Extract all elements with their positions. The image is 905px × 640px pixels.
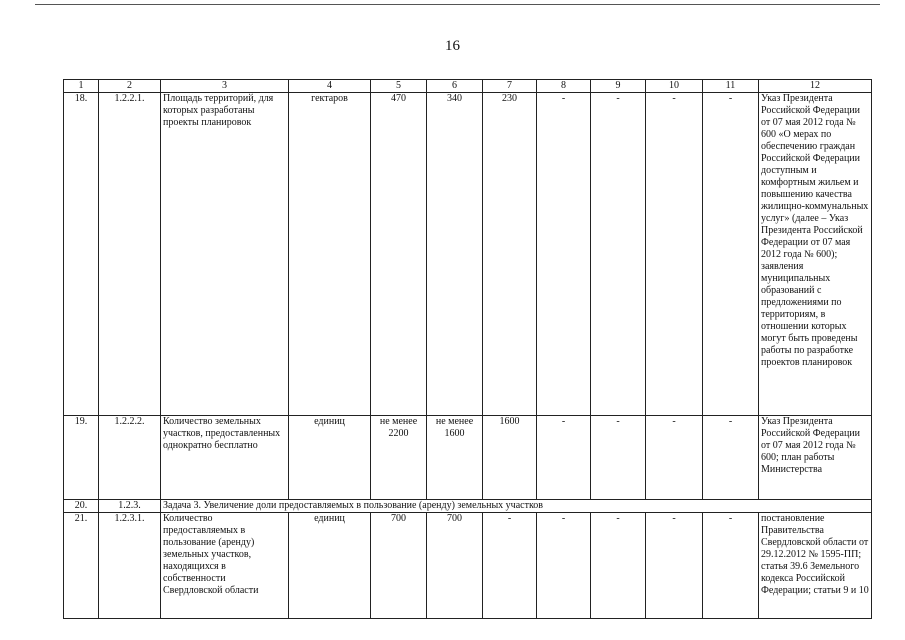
indicator-name: Количество земельных участков, предоставленных однократно бесплатно (161, 416, 289, 500)
column-number: 3 (161, 80, 289, 93)
column-number-header-row (64, 80, 872, 93)
source-document: Указ Президента Российской Федерации от 07 мая 2012 года № 600 «О мерах по обеспечению граждан Российской Федерации доступным и комфортным жильем и повышению качества жилищно-коммунальных услуг» (далее – Указ Президента Российской Федерации от 07 мая 2012 года № 600); заявления муниципальных образований с предложениями по территориям, в отношении которых могут быть проведены работы по разработке проектов планировок (759, 93, 872, 416)
column-number: 5 (371, 80, 427, 93)
indicator-code: 1.2.3.1. (99, 513, 161, 619)
source-document: Указ Президента Российской Федерации от 07 мая 2012 года № 600; план работы Министерства (759, 416, 872, 500)
indicator-code: 1.2.2.2. (99, 416, 161, 500)
value-col7: 1600 (483, 416, 537, 500)
column-number: 2 (99, 80, 161, 93)
table-row (64, 93, 872, 416)
column-number: 4 (289, 80, 371, 93)
page-number: 16 (445, 38, 460, 54)
unit: гектаров (289, 93, 371, 416)
column-number: 12 (759, 80, 872, 93)
value-col9: - (591, 416, 646, 500)
value-col8: - (537, 416, 591, 500)
value-col10: - (646, 93, 703, 416)
value-col9: - (591, 93, 646, 416)
column-number: 6 (427, 80, 483, 93)
value-col5: 700 (371, 513, 427, 619)
row-number: 20. (64, 500, 99, 513)
table-row (64, 513, 872, 619)
value-col11: - (703, 416, 759, 500)
task-row (64, 500, 872, 513)
value-col11: - (703, 513, 759, 619)
value-col9: - (591, 513, 646, 619)
value-col8: - (537, 93, 591, 416)
row-number: 21. (64, 513, 99, 619)
value-col10: - (646, 513, 703, 619)
value-col10: - (646, 416, 703, 500)
column-number: 11 (703, 80, 759, 93)
column-number: 7 (483, 80, 537, 93)
column-number: 1 (64, 80, 99, 93)
column-number: 9 (591, 80, 646, 93)
value-col6: не менее 1600 (427, 416, 483, 500)
unit: единиц (289, 416, 371, 500)
column-number: 10 (646, 80, 703, 93)
value-col11: - (703, 93, 759, 416)
value-col6: 340 (427, 93, 483, 416)
row-number: 18. (64, 93, 99, 416)
table-row (64, 416, 872, 500)
task-code: 1.2.3. (99, 500, 161, 513)
source-document: постановление Правительства Свердловской области от 29.12.2012 № 1595-ПП; статья 39.6 Земельного кодекса Российской Федерации; статьи 9 и 10 (759, 513, 872, 619)
value-col7: 230 (483, 93, 537, 416)
value-col7: - (483, 513, 537, 619)
indicator-code: 1.2.2.1. (99, 93, 161, 416)
indicator-name: Площадь территорий, для которых разработаны проекты планировок (161, 93, 289, 416)
task-title: Задача 3. Увеличение доли предоставляемых в пользование (аренду) земельных участков (161, 500, 872, 513)
row-number: 19. (64, 416, 99, 500)
value-col5: 470 (371, 93, 427, 416)
value-col8: - (537, 513, 591, 619)
value-col6: 700 (427, 513, 483, 619)
indicator-name: Количество предоставляемых в пользование (аренду) земельных участков, находящихся в собственности Свердловской области (161, 513, 289, 619)
column-number: 8 (537, 80, 591, 93)
unit: единиц (289, 513, 371, 619)
value-col5: не менее 2200 (371, 416, 427, 500)
top-rule (35, 4, 880, 5)
targets-table (63, 79, 872, 619)
